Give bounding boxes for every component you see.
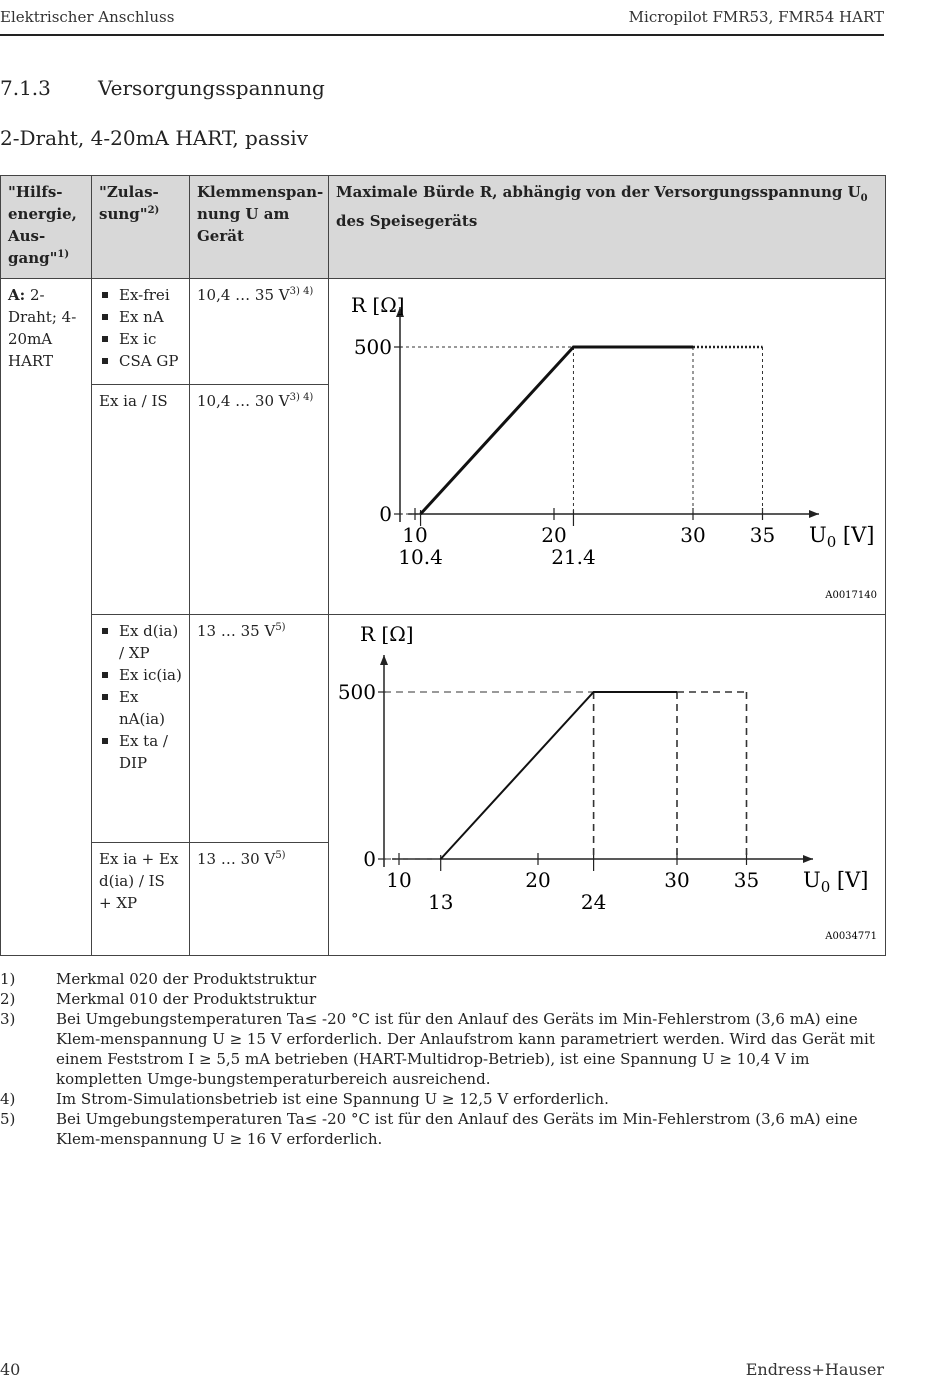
- approval-item: Ex ic: [99, 328, 182, 350]
- x-tick-label: 10: [402, 523, 428, 547]
- x-axis-label: $U_0$ [V]: [809, 523, 875, 551]
- approval-item: Ex ta / DIP: [99, 730, 182, 774]
- footnote: 4) Im Strom-Simulationsbetrieb ist eine Spannung U ≥ 12,5 V erforderlich.: [0, 1090, 609, 1108]
- section-title: Versorgungsspannung: [98, 76, 325, 100]
- header-max-load: Maximale Bürde R, abhängig von der Versorgungsspannung $U_0$ des Speisegeräts: [329, 176, 886, 279]
- y-tick-label: 500: [337, 680, 376, 704]
- y-tick-label: 500: [353, 335, 392, 359]
- y-axis-label: R [Ω]: [360, 622, 414, 646]
- footnote: 1) Merkmal 020 der Produktstruktur: [0, 970, 317, 988]
- x-axis-arrow: [809, 510, 819, 518]
- x-tick-label: 35: [733, 868, 760, 892]
- approval-item: Ex nA(ia): [99, 686, 182, 730]
- load-curve: [441, 692, 677, 859]
- approval-item: Ex d(ia) / XP: [99, 620, 182, 664]
- x-mark-label: 24: [580, 890, 607, 914]
- voltage-cell-4: 13 … 30 $V^{5)}$: [190, 842, 329, 955]
- supply-voltage-table: [0, 175, 886, 956]
- load-chart-1-cell: [329, 279, 886, 615]
- voltage-cell-1: 10,4 … 35 $V^{3) 4)}$: [190, 279, 329, 385]
- footnote: 2) Merkmal 010 der Produktstruktur: [0, 990, 317, 1008]
- approval-cell-2: Ex ia / IS: [92, 384, 190, 614]
- y-tick-label: 0: [379, 502, 392, 526]
- x-axis-arrow: [803, 855, 813, 863]
- x-tick-label: 20: [525, 868, 551, 892]
- footer-brand: Endress+Hauser: [745, 1360, 884, 1379]
- load-chart-1: [329, 279, 885, 608]
- running-header-left: Elektrischer Anschluss: [0, 8, 175, 26]
- page-number: 40: [0, 1360, 21, 1379]
- approval-cell-1: [92, 279, 190, 385]
- x-mark-label: 10.4: [398, 545, 443, 569]
- voltage-cell-2: 10,4 … 30 $V^{3) 4)}$: [190, 384, 329, 614]
- y-axis-label: R [Ω]: [351, 293, 405, 317]
- voltage-cell-3: 13 … 35 $V^{5)}$: [190, 615, 329, 843]
- load-chart-2: [329, 615, 885, 949]
- footnote: 3) Bei Umgebungstemperaturen Ta≤ -20 °C ist für den Anlauf des Geräts im Min-Fehlerstrom (3,6 mA) eine Klem-menspannung U ≥ 15 V erforderlich. Der Anlaufstrom kann parametriert werden. Wird das Gerät mit einem Feststrom I ≥ 5,5 mA betrieben (HART-Multidrop-Betrieb), ist eine Spannung U ≥ 10,4 V im kompletten Umge-bungstemperaturbereich ausreichend.: [0, 1010, 875, 1088]
- x-tick-label: 20: [541, 523, 567, 547]
- y-axis-arrow: [380, 655, 388, 665]
- load-chart-2-cell: [329, 615, 886, 956]
- figure-id: A0017140: [825, 590, 877, 601]
- header-approval: "Zulas-sung"$^{2)}$: [92, 176, 190, 279]
- approval-cell-3: [92, 615, 190, 843]
- footnotes: [0, 969, 880, 1149]
- output-cell: A: 2-Draht; 4-20mA HART: [1, 279, 92, 956]
- load-curve: [421, 347, 693, 514]
- running-header-right: Micropilot FMR53, FMR54 HART: [628, 8, 884, 26]
- header-power-output: "Hilfs-energie, Aus-gang"$^{1)}$: [1, 176, 92, 279]
- approval-cell-4: Ex ia + Ex d(ia) / IS + XP: [92, 842, 190, 955]
- approval-item: Ex nA: [99, 306, 182, 328]
- x-tick-label: 30: [680, 523, 706, 547]
- subsection-title: 2-Draht, 4-20mA HART, passiv: [0, 126, 308, 150]
- figure-id: A0034771: [825, 931, 877, 942]
- x-mark-label: 21.4: [551, 545, 596, 569]
- header-terminal-voltage: Klemmenspan-nung U am Gerät: [190, 176, 329, 279]
- x-mark-label: 13: [427, 890, 454, 914]
- section-number: 7.1.3: [0, 76, 51, 100]
- y-tick-label: 0: [363, 847, 376, 871]
- x-axis-label: $U_0$ [V]: [803, 868, 869, 896]
- x-tick-label: 10: [386, 868, 412, 892]
- approval-item: Ex ic(ia): [99, 664, 182, 686]
- x-tick-label: 35: [749, 523, 776, 547]
- footnote: 5) Bei Umgebungstemperaturen Ta≤ -20 °C ist für den Anlauf des Geräts im Min-Fehlerstrom (3,6 mA) eine Klem-menspannung U ≥ 16 V erforderlich.: [0, 1110, 858, 1148]
- approval-item: Ex-frei: [99, 284, 182, 306]
- header-rule: [0, 34, 884, 36]
- section-heading: [0, 76, 325, 100]
- approval-item: CSA GP: [99, 350, 182, 372]
- x-tick-label: 30: [664, 868, 690, 892]
